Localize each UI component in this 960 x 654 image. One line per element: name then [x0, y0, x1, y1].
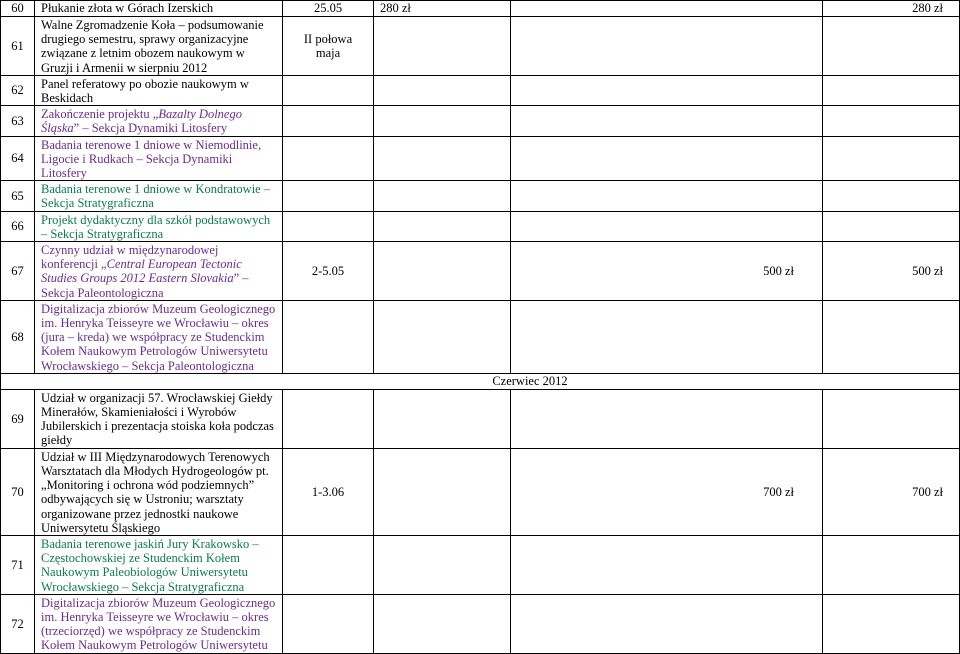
row-date: 25.05	[283, 1, 374, 17]
row-amount: 280 zł	[374, 1, 511, 17]
row-description: Płukanie złota w Górach Izerskich	[35, 1, 283, 17]
table-row	[1, 75, 960, 105]
row-amount-total: 700 zł	[823, 448, 960, 535]
table-row	[1, 594, 960, 653]
month-header: Czerwiec 2012	[1, 373, 960, 389]
row-number: 67	[1, 242, 35, 301]
cell-empty	[374, 389, 511, 448]
cell-empty	[374, 535, 511, 594]
cell-empty	[283, 75, 374, 105]
cell-empty	[374, 181, 511, 211]
table-row	[1, 181, 960, 211]
desc-part: ” – Sekcja Dynamiki Litosfery	[73, 121, 228, 136]
cell-empty	[374, 17, 511, 76]
cell-empty	[823, 535, 960, 594]
row-number: 62	[1, 75, 35, 105]
cell-empty	[283, 181, 374, 211]
cell-empty	[511, 17, 823, 76]
cell-empty	[283, 300, 374, 373]
desc-part: ” – Sekcja Paleontologiczna	[41, 271, 249, 300]
row-amount-total: 500 zł	[823, 242, 960, 301]
desc-part: Udział w III Międzynarodowych Terenowych Warsztatach dla Młodych Hydrogeologów pt. „	[41, 449, 270, 493]
cell-empty	[283, 106, 374, 136]
row-amount: 700 zł	[511, 448, 823, 535]
cell-empty	[374, 136, 511, 181]
cell-empty	[823, 211, 960, 241]
row-description	[35, 242, 283, 301]
cell-empty	[823, 17, 960, 76]
row-description: Badania terenowe 1 dniowe w Kondratowie – Sekcja Stratygraficzna	[35, 181, 283, 211]
row-date: 2-5.05	[283, 242, 374, 301]
cell-empty	[374, 106, 511, 136]
cell-empty	[374, 75, 511, 105]
cell-empty	[374, 448, 511, 535]
cell-empty	[283, 389, 374, 448]
row-number: 61	[1, 17, 35, 76]
cell-empty	[511, 181, 823, 211]
row-description	[35, 106, 283, 136]
row-number: 66	[1, 211, 35, 241]
row-number: 65	[1, 181, 35, 211]
row-number: 72	[1, 594, 35, 653]
desc-quoted: Monitoring i ochrona wód podziemnych	[46, 478, 249, 493]
cell-empty	[511, 594, 823, 653]
row-date: II połowa maja	[283, 17, 374, 76]
cell-empty	[283, 211, 374, 241]
desc-italic: Central European Tectonic Studies Groups 2012 Eastern Slovakia	[41, 257, 242, 286]
table-row	[1, 136, 960, 181]
row-date: 1-3.06	[283, 448, 374, 535]
cell-empty	[511, 75, 823, 105]
desc-italic: Bazalty Dolnego Śląska	[41, 107, 242, 136]
table-row	[1, 17, 960, 76]
desc-part: Czynny udział w międzynarodowej konferencji „	[41, 243, 219, 272]
table-row	[1, 1, 960, 17]
table-row	[1, 389, 960, 448]
row-description: Digitalizacja zbiorów Muzeum Geologicznego im. Henryka Teisseyre we Wrocławiu – okres (jura – kreda) we współpracy ze Studenckim Kołem Naukowym Petrologów Uniwersytetu Wrocławskiego – Sekcja Paleontologiczna	[35, 300, 283, 373]
row-description: Udział w organizacji 57. Wrocławskiej Giełdy Minerałów, Skamieniałości i Wyrobów Jubilerskich i prezentacja stoiska koła podczas giełdy	[35, 389, 283, 448]
row-description: Badania terenowe 1 dniowe w Niemodlinie, Ligocie i Rudkach – Sekcja Dynamiki Litosfery	[35, 136, 283, 181]
row-description: Projekt dydaktyczny dla szkół podstawowych – Sekcja Stratygraficzna	[35, 211, 283, 241]
table-row	[1, 300, 960, 373]
cell-empty	[823, 106, 960, 136]
row-number: 68	[1, 300, 35, 373]
cell-empty	[511, 389, 823, 448]
row-amount-total: 280 zł	[823, 1, 960, 17]
cell-empty	[374, 211, 511, 241]
row-number: 71	[1, 535, 35, 594]
cell-empty	[823, 136, 960, 181]
row-number: 69	[1, 389, 35, 448]
table-row	[1, 242, 960, 301]
cell-empty	[374, 594, 511, 653]
row-amount: 500 zł	[511, 242, 823, 301]
table-row	[1, 211, 960, 241]
cell-empty	[511, 535, 823, 594]
cell-empty	[823, 75, 960, 105]
cell-empty	[823, 389, 960, 448]
cell-empty	[823, 594, 960, 653]
row-description: Panel referatowy po obozie naukowym w Beskidach	[35, 75, 283, 105]
cell-empty	[511, 211, 823, 241]
month-header-row	[1, 373, 960, 389]
cell-empty	[511, 136, 823, 181]
cell-empty	[374, 242, 511, 301]
cell-empty	[511, 300, 823, 373]
row-description: Badania terenowe jaskiń Jury Krakowsko – Częstochowskiej ze Studenckim Kołem Naukowym Paleobiologów Uniwersytetu Wrocławskiego – Sekcja Stratygraficzna	[35, 535, 283, 594]
cell-empty	[283, 594, 374, 653]
row-number: 60	[1, 1, 35, 17]
desc-part: Zakończenie projektu „	[41, 107, 159, 122]
cell-empty	[283, 535, 374, 594]
cell-empty	[823, 300, 960, 373]
row-number: 64	[1, 136, 35, 181]
row-number: 70	[1, 448, 35, 535]
table-row	[1, 535, 960, 594]
table-row	[1, 448, 960, 535]
row-description	[35, 448, 283, 535]
row-description: Digitalizacja zbiorów Muzeum Geologicznego im. Henryka Teisseyre we Wrocławiu – okres (trzeciorzęd) we współpracy ze Studenckim Kołem Naukowym Petrologów Uniwersytetu	[35, 594, 283, 653]
desc-part: ” odbywających się w Ustroniu; warsztaty organizowane przez jednostki naukowe Uniwersytetu Śląskiego	[41, 478, 255, 535]
cell-empty	[283, 136, 374, 181]
cell-empty	[511, 106, 823, 136]
row-description: Walne Zgromadzenie Koła – podsumowanie drugiego semestru, sprawy organizacyjne związane z letnim obozem naukowym w Gruzji i Armenii w sierpniu 2012	[35, 17, 283, 76]
cell-empty	[823, 181, 960, 211]
table-row	[1, 106, 960, 136]
row-number: 63	[1, 106, 35, 136]
row-amount-empty	[511, 1, 823, 17]
cell-empty	[374, 300, 511, 373]
